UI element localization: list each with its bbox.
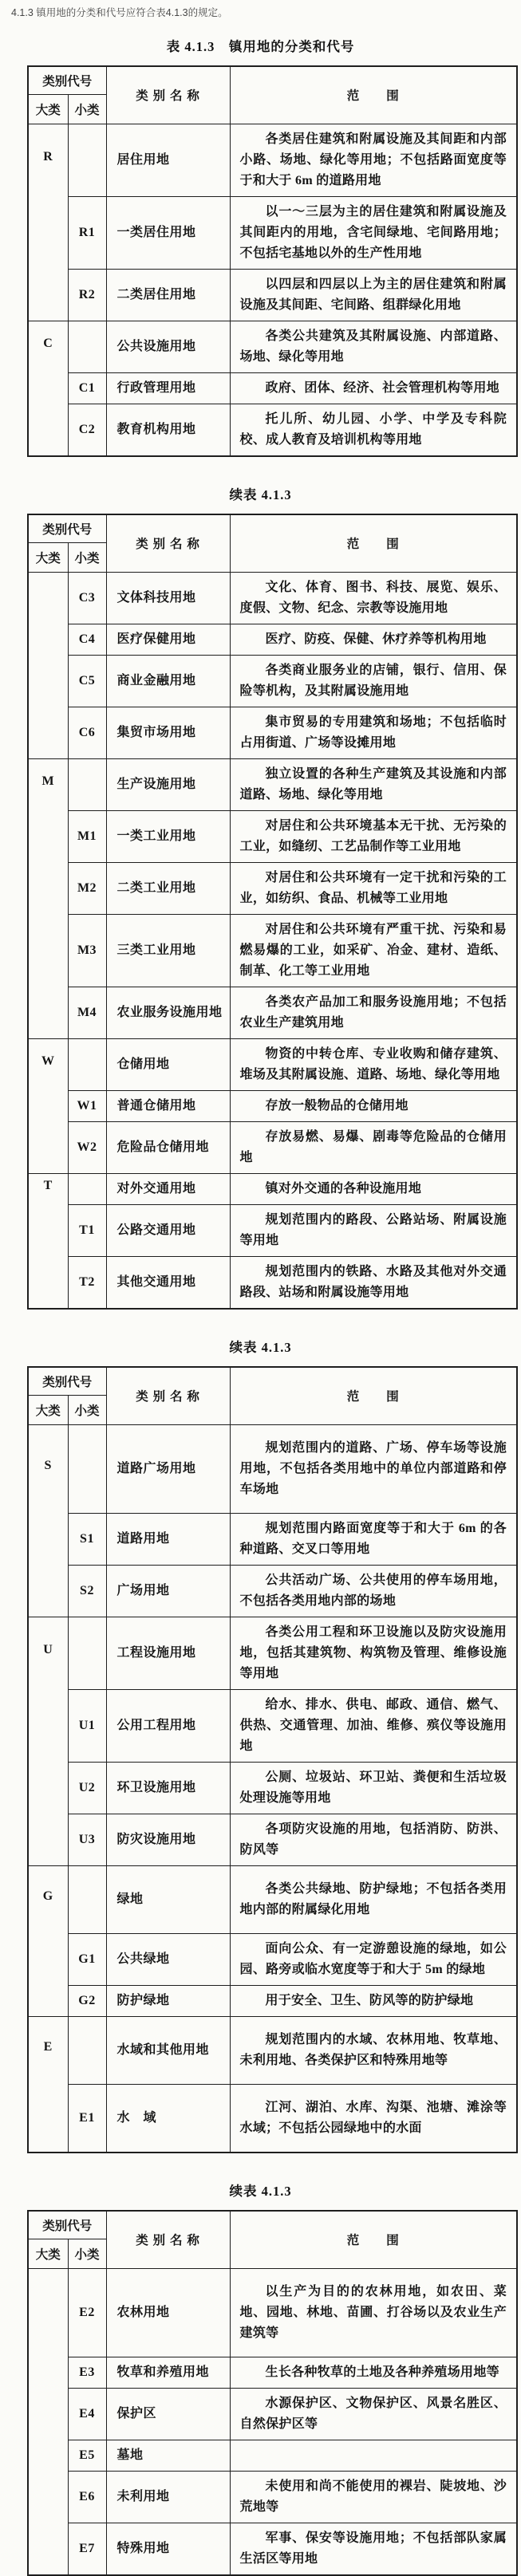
clause-text: 4.1.3 镇用地的分类和代号应符合表4.1.3的规定。 [11, 7, 228, 18]
table-row [28, 2357, 517, 2388]
cell-range [230, 810, 517, 862]
cell-range [230, 2388, 517, 2440]
cell-category-name: 农业服务设施用地 [106, 987, 230, 1038]
range-text: 未使用和尚不能使用的裸岩、陡坡地、沙荒地等 [239, 2479, 507, 2514]
range-text: 用于安全、卫生、防风等的防护绿地 [265, 1993, 474, 2007]
cell-range [230, 2084, 517, 2153]
table-row [28, 1038, 517, 1090]
table-body [28, 1424, 517, 2153]
cell-category-name: 一类工业用地 [106, 810, 230, 862]
cell-minor-code: W2 [68, 1121, 106, 1173]
cell-range [230, 2268, 517, 2357]
range-text: 对居住和公共环境基本无干扰、无污染的工业，如缝纫、工艺品制作等工业用地 [239, 818, 507, 853]
header-row-1 [28, 66, 517, 95]
cell-range [230, 2471, 517, 2523]
cell-minor-code: E2 [68, 2268, 106, 2357]
cell-category-name: 文体科技用地 [106, 572, 230, 624]
table-row [28, 1204, 517, 1256]
range-text: 公厕、垃圾站、环卫站、粪便和生活垃圾处理设施等用地 [239, 1770, 507, 1805]
cell-major-code: E [28, 2016, 68, 2153]
cell-category-name: 行政管理用地 [106, 372, 230, 404]
table-header [28, 1367, 517, 1425]
range-text: 生长各种牧草的土地及各种养殖场用地等 [265, 2365, 499, 2379]
cell-minor-code [68, 2016, 106, 2084]
table-section-3 [0, 1337, 521, 2153]
cell-minor-code: C5 [68, 655, 106, 707]
cell-category-name: 危险品仓储用地 [106, 1121, 230, 1173]
cell-minor-code: T1 [68, 1204, 106, 1256]
cell-range [230, 124, 517, 196]
cell-category-name: 道路广场用地 [106, 1424, 230, 1513]
cell-range [230, 1513, 517, 1565]
range-text: 各类商业服务业的店铺，银行、信用、保险等机构，及其附属设施用地 [239, 663, 507, 698]
range-text: 规划范围内的铁路、水路及其他对外交通路段、站场和附属设施等用地 [239, 1264, 507, 1299]
col-header-range: 范 围 [230, 514, 517, 573]
cell-minor-code: E5 [68, 2440, 106, 2471]
table-row [28, 1090, 517, 1121]
cell-range [230, 1038, 517, 1090]
range-text: 规划范围内的路段、公路站场、附属设施等用地 [239, 1212, 507, 1247]
range-text: 规划范围内的水域、农林用地、牧草地、未利用地、各类保护区和特殊用地等 [239, 2032, 507, 2067]
col-header-name: 类 别 名 称 [106, 2211, 230, 2269]
cell-major-code: G [28, 1865, 68, 2016]
table-row [28, 321, 517, 372]
cell-minor-code: R2 [68, 269, 106, 321]
range-text: 物资的中转仓库、专业收购和储存建筑、堆场及其附属设施、道路、场地、绿化等用地 [239, 1046, 507, 1081]
cell-range [230, 196, 517, 269]
table-row [28, 124, 517, 196]
range-text: 以生产为目的的农林用地，如农田、菜地、园地、林地、苗圃、打谷场以及农业生产建筑等 [239, 2284, 507, 2340]
table-row [28, 2268, 517, 2357]
table-row [28, 655, 517, 707]
cell-range [230, 1689, 517, 1762]
table-row [28, 2016, 517, 2084]
cell-minor-code: T2 [68, 1256, 106, 1309]
cell-category-name: 二类工业用地 [106, 862, 230, 914]
cell-category-name: 二类居住用地 [106, 269, 230, 321]
range-text: 江河、湖泊、水库、沟渠、池塘、滩涂等水域；不包括公园绿地中的水面 [239, 2100, 507, 2135]
table-row [28, 1513, 517, 1565]
range-text: 存放易燃、易爆、剧毒等危险品的仓储用地 [239, 1129, 507, 1164]
cell-range [230, 572, 517, 624]
col-header-major: 大类 [28, 1395, 68, 1424]
range-text: 以一～三层为主的居住建筑和附属设施及其间距内的用地，含宅间绿地、宅间路用地；不包括宅基地以外的生产性用地 [239, 204, 507, 260]
range-text: 给水、排水、供电、邮政、通信、燃气、供热、交通管理、加油、维修、殡仪等设施用地 [239, 1697, 507, 1753]
table-title: 表 4.1.3 镇用地的分类和代号 [166, 38, 355, 54]
table-section-2 [0, 484, 521, 1310]
col-header-name: 类 别 名 称 [106, 1367, 230, 1425]
cell-range [230, 269, 517, 321]
cell-minor-code: S1 [68, 1513, 106, 1565]
range-text: 镇对外交通的各种设施用地 [265, 1181, 422, 1195]
cell-range [230, 758, 517, 810]
col-header-minor: 小类 [68, 94, 106, 124]
continued-table-title: 续表 4.1.3 [229, 486, 292, 502]
cell-range [230, 1985, 517, 2016]
table-row [28, 810, 517, 862]
cell-minor-code [68, 124, 106, 196]
table-row [28, 1814, 517, 1865]
table-row [28, 862, 517, 914]
table-row [28, 1424, 517, 1513]
cell-minor-code: E6 [68, 2471, 106, 2523]
col-header-range: 范 围 [230, 66, 517, 124]
cell-minor-code: G1 [68, 1933, 106, 1985]
table-row [28, 404, 517, 456]
range-text: 托儿所、幼儿园、小学、中学及专科院校、成人教育及培训机构等用地 [239, 412, 507, 447]
header-row-1 [28, 2211, 517, 2239]
table-row [28, 1689, 517, 1762]
cell-range [230, 372, 517, 404]
range-text: 各类公共绿地、防护绿地；不包括各类用地内部的附属绿化用地 [239, 1881, 507, 1916]
table-row [28, 1617, 517, 1689]
table-section-4 [0, 2180, 521, 2576]
cell-minor-code: M4 [68, 987, 106, 1038]
range-text: 各类居住建筑和附属设施及其间距和内部小路、场地、绿化等用地；不包括路面宽度等于和大于 6m 的道路用地 [239, 132, 507, 187]
cell-minor-code: E7 [68, 2523, 106, 2575]
cell-category-name: 水域和其他用地 [106, 2016, 230, 2084]
cell-category-name: 公路交通用地 [106, 1204, 230, 1256]
cell-category-name: 商业金融用地 [106, 655, 230, 707]
cell-minor-code: E3 [68, 2357, 106, 2388]
cell-minor-code: C1 [68, 372, 106, 404]
cell-category-name: 绿地 [106, 1865, 230, 1933]
table-row [28, 1121, 517, 1173]
land-use-table-1 [27, 65, 518, 457]
cell-category-name: 防护绿地 [106, 1985, 230, 2016]
cell-range [230, 1617, 517, 1689]
table-row [28, 914, 517, 987]
col-header-major: 大类 [28, 2239, 68, 2268]
range-text: 各类公共建筑及其附属设施、内部道路、场地、绿化等用地 [239, 329, 507, 364]
cell-category-name: 墓地 [106, 2440, 230, 2471]
cell-minor-code: M1 [68, 810, 106, 862]
col-header-name: 类 别 名 称 [106, 66, 230, 124]
table-row [28, 2471, 517, 2523]
cell-range [230, 1424, 517, 1513]
cell-category-name: 集贸市场用地 [106, 707, 230, 758]
cell-major-code: C [28, 321, 68, 456]
cell-range [230, 1565, 517, 1617]
cell-minor-code: W1 [68, 1090, 106, 1121]
range-text: 独立设置的各种生产建筑及其设施和内部道路、场地、绿化等用地 [239, 766, 507, 802]
range-text: 水源保护区、文物保护区、风景名胜区、自然保护区等 [239, 2396, 507, 2431]
cell-range [230, 1173, 517, 1204]
range-text: 公共活动广场、公共使用的停车场用地，不包括各类用地内部的场地 [239, 1573, 507, 1608]
land-use-table-2 [27, 514, 518, 1310]
table-row [28, 2523, 517, 2575]
table-row [28, 1865, 517, 1933]
range-text: 集市贸易的专用建筑和场地；不包括临时占用街道、广场等设摊用地 [239, 715, 507, 750]
cell-minor-code [68, 321, 106, 372]
cell-minor-code: E1 [68, 2084, 106, 2153]
col-header-minor: 小类 [68, 542, 106, 572]
cell-minor-code: S2 [68, 1565, 106, 1617]
table-row [28, 758, 517, 810]
range-text: 文化、体育、图书、科技、展览、娱乐、度假、文物、纪念、宗教等设施用地 [239, 580, 507, 615]
cell-range [230, 404, 517, 456]
col-header-range: 范 围 [230, 1367, 517, 1425]
cell-major-code: M [28, 758, 68, 1038]
cell-range [230, 1204, 517, 1256]
cell-category-name: 广场用地 [106, 1565, 230, 1617]
tables-container [0, 36, 521, 2576]
range-text: 政府、团体、经济、社会管理机构等用地 [265, 380, 499, 395]
cell-range [230, 707, 517, 758]
cell-major-code: W [28, 1038, 68, 1173]
table-row [28, 1565, 517, 1617]
range-text: 军事、保安等设施用地；不包括部队家属生活区等用地 [239, 2531, 507, 2566]
cell-range [230, 2357, 517, 2388]
cell-category-name: 居住用地 [106, 124, 230, 196]
cell-category-name: 防灾设施用地 [106, 1814, 230, 1865]
cell-category-name: 道路用地 [106, 1513, 230, 1565]
cell-minor-code: U1 [68, 1689, 106, 1762]
table-section-1 [0, 36, 521, 457]
col-header-major: 大类 [28, 94, 68, 124]
cell-range [230, 862, 517, 914]
range-text: 各类公用工程和环卫设施以及防灾设施用地，包括其建筑物、构筑物及管理、维修设施等用地 [239, 1625, 507, 1680]
cell-major-code: S [28, 1424, 68, 1617]
range-text: 对居住和公共环境有严重干扰、污染和易燃易爆的工业，如采矿、冶金、建材、造纸、制革、化工等工业用地 [239, 922, 507, 978]
header-row-1 [28, 514, 517, 543]
col-header-name: 类 别 名 称 [106, 514, 230, 573]
cell-category-name: 普通仓储用地 [106, 1090, 230, 1121]
cell-minor-code: M3 [68, 914, 106, 987]
table-row [28, 2084, 517, 2153]
cell-range [230, 2440, 517, 2471]
cell-minor-code [68, 1865, 106, 1933]
cell-range [230, 1933, 517, 1985]
table-row [28, 1762, 517, 1814]
table-body [28, 2268, 517, 2575]
col-header-minor: 小类 [68, 1395, 106, 1424]
col-header-code-group: 类别代号 [28, 1367, 106, 1396]
cell-minor-code [68, 1617, 106, 1689]
cell-minor-code: R1 [68, 196, 106, 269]
cell-minor-code: G2 [68, 1985, 106, 2016]
col-header-code-group: 类别代号 [28, 514, 106, 543]
table-row [28, 1173, 517, 1204]
cell-category-name: 生产设施用地 [106, 758, 230, 810]
col-header-minor: 小类 [68, 2239, 106, 2268]
cell-range [230, 2016, 517, 2084]
range-text: 各项防灾设施的用地，包括消防、防洪、防风等 [239, 1822, 507, 1857]
range-text: 面向公众、有一定游憩设施的绿地，如公园、路旁或临水宽度等于和大于 5m 的绿地 [239, 1941, 507, 1976]
cell-major-code: T [28, 1173, 68, 1309]
col-header-code-group: 类别代号 [28, 2211, 106, 2239]
table-row [28, 572, 517, 624]
table-row [28, 372, 517, 404]
cell-minor-code [68, 1173, 106, 1204]
cell-minor-code: U2 [68, 1762, 106, 1814]
cell-range [230, 2523, 517, 2575]
cell-category-name: 三类工业用地 [106, 914, 230, 987]
cell-minor-code [68, 1424, 106, 1513]
table-row [28, 2388, 517, 2440]
cell-minor-code: C6 [68, 707, 106, 758]
col-header-range: 范 围 [230, 2211, 517, 2269]
cell-category-name: 仓储用地 [106, 1038, 230, 1090]
cell-range [230, 1121, 517, 1173]
cell-category-name: 未利用地 [106, 2471, 230, 2523]
cell-minor-code: E4 [68, 2388, 106, 2440]
table-row [28, 987, 517, 1038]
cell-minor-code: C4 [68, 624, 106, 655]
cell-category-name: 工程设施用地 [106, 1617, 230, 1689]
cell-range [230, 1090, 517, 1121]
cell-category-name: 教育机构用地 [106, 404, 230, 456]
cell-range [230, 1865, 517, 1933]
cell-range [230, 655, 517, 707]
cell-range [230, 1762, 517, 1814]
range-text: 医疗、防疫、保健、休疗养等机构用地 [265, 632, 487, 646]
table-row [28, 1933, 517, 1985]
col-header-major: 大类 [28, 542, 68, 572]
cell-category-name: 公共设施用地 [106, 321, 230, 372]
cell-category-name: 牧草和养殖用地 [106, 2357, 230, 2388]
table-row [28, 1256, 517, 1309]
table-row [28, 269, 517, 321]
range-text: 各类农产品加工和服务设施用地；不包括农业生产建筑用地 [239, 995, 507, 1030]
cell-category-name: 水 域 [106, 2084, 230, 2153]
cell-category-name: 对外交通用地 [106, 1173, 230, 1204]
continued-table-title: 续表 4.1.3 [229, 2183, 292, 2199]
table-row [28, 196, 517, 269]
cell-category-name: 保护区 [106, 2388, 230, 2440]
table-row [28, 624, 517, 655]
cell-minor-code [68, 758, 106, 810]
col-header-code-group: 类别代号 [28, 66, 106, 95]
cell-range [230, 624, 517, 655]
header-row-1 [28, 1367, 517, 1396]
cell-range [230, 1814, 517, 1865]
table-body [28, 124, 517, 456]
cell-category-name: 环卫设施用地 [106, 1762, 230, 1814]
cell-category-name: 一类居住用地 [106, 196, 230, 269]
cell-minor-code: M2 [68, 862, 106, 914]
cell-major-code [28, 572, 68, 758]
cell-range [230, 987, 517, 1038]
cell-category-name: 其他交通用地 [106, 1256, 230, 1309]
continued-table-title: 续表 4.1.3 [229, 1339, 292, 1355]
cell-minor-code: C3 [68, 572, 106, 624]
cell-major-code: U [28, 1617, 68, 1865]
land-use-table-4 [27, 2210, 518, 2576]
cell-category-name: 特殊用地 [106, 2523, 230, 2575]
cell-major-code [28, 2268, 68, 2575]
table-row [28, 2440, 517, 2471]
table-body [28, 572, 517, 1309]
cell-minor-code: C2 [68, 404, 106, 456]
cell-range [230, 914, 517, 987]
table-header [28, 514, 517, 573]
table-header [28, 66, 517, 124]
range-text: 规划范围内的道路、广场、停车场等设施用地，不包括各类用地中的单位内部道路和停车场地 [239, 1440, 507, 1496]
cell-minor-code [68, 1038, 106, 1090]
range-text: 以四层和四层以上为主的居住建筑和附属设施及其间距、宅间路、组群绿化用地 [239, 277, 507, 312]
cell-category-name: 农林用地 [106, 2268, 230, 2357]
range-text: 规划范围内路面宽度等于和大于 6m 的各种道路、交叉口等用地 [239, 1521, 507, 1556]
land-use-table-3 [27, 1366, 518, 2153]
table-row [28, 707, 517, 758]
cell-range [230, 321, 517, 372]
table-header [28, 2211, 517, 2269]
cell-category-name: 公共绿地 [106, 1933, 230, 1985]
range-text: 存放一般物品的仓储用地 [265, 1098, 409, 1113]
table-row [28, 1985, 517, 2016]
cell-category-name: 医疗保健用地 [106, 624, 230, 655]
range-text: 对居住和公共环境有一定干扰和污染的工业，如纺织、食品、机械等工业用地 [239, 870, 507, 905]
cell-category-name: 公用工程用地 [106, 1689, 230, 1762]
cell-minor-code: U3 [68, 1814, 106, 1865]
cell-major-code: R [28, 124, 68, 321]
cell-range [230, 1256, 517, 1309]
